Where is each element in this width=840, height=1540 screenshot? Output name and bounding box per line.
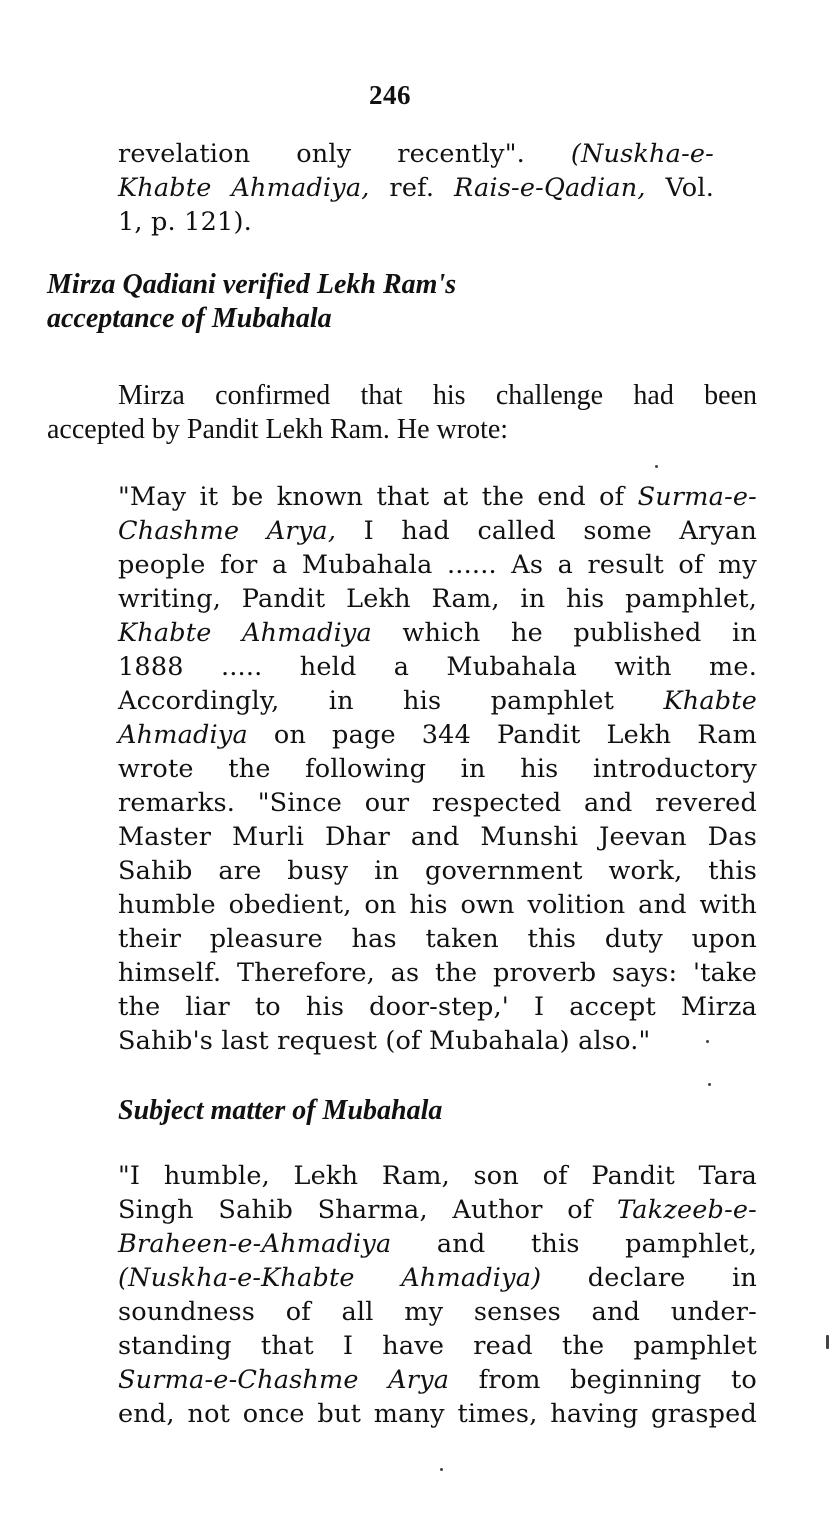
heading-line: acceptance of Mubahala <box>47 303 332 334</box>
confirm-paragraph <box>47 379 757 447</box>
italic-span: Braheen-e-Ahmadiya <box>118 1229 392 1259</box>
italic-span: Khabte <box>663 686 757 716</box>
scan-speck <box>826 1335 829 1349</box>
text-line: the liar to his door-step,' I accept Mirza <box>118 992 757 1022</box>
heading-line: Subject matter of Mubahala <box>118 1095 443 1126</box>
section-heading-subject <box>118 1094 718 1128</box>
text-line: writing, Pandit Lekh Ram, in his pamphlet, <box>118 584 757 614</box>
text-line: humble obedient, on his own volition and with <box>118 890 757 920</box>
heading-line: Mirza Qadiani verified Lekh Ram's <box>47 269 457 300</box>
quote-paragraph <box>118 480 757 1058</box>
text-span: ref. <box>369 173 454 203</box>
page-number: 246 <box>369 80 411 110</box>
scan-speck <box>440 1468 443 1471</box>
text-line: Master Murli Dhar and Munshi Jeevan Das <box>118 822 757 852</box>
text-span: on page 344 Pandit Lekh Ram <box>247 720 757 750</box>
text-line <box>118 718 757 752</box>
text-line <box>118 171 714 205</box>
text-line: end, not once but many times, having grasped <box>118 1399 757 1429</box>
italic-span: Khabte Ahmadiya <box>118 618 372 648</box>
text-span: Singh Sahib Sharma, Author of <box>118 1195 618 1225</box>
italic-span: Chashme Arya, <box>118 516 337 546</box>
scan-speck <box>708 1083 711 1086</box>
text-line: standing that I have read the pamphlet <box>118 1331 757 1361</box>
text-line: "I humble, Lekh Ram, son of Pandit Tara <box>118 1161 757 1191</box>
text-span: I had called some Aryan <box>336 516 757 546</box>
italic-span: (Nuskha-e- <box>570 139 714 169</box>
text-line: wrote the following in his introductory <box>118 754 757 784</box>
text-line <box>118 137 714 171</box>
italic-span: Takzeeb-e- <box>617 1195 757 1225</box>
text-span: from beginning to <box>449 1365 757 1395</box>
text-line <box>118 514 757 548</box>
text-line <box>118 1227 757 1261</box>
italic-span: Rais-e-Qadian, <box>454 173 646 203</box>
section-heading-verified <box>47 268 647 336</box>
italic-span: (Nuskha-e-Khabte Ahmadiya) <box>118 1263 542 1293</box>
text-line: himself. Therefore, as the proverb says: 'take <box>118 958 757 988</box>
text-span: and this pamphlet, <box>391 1229 757 1259</box>
continuation-paragraph <box>118 137 714 239</box>
text-line: 1888 ..... held a Mubahala with me. <box>118 652 757 682</box>
text-line: people for a Mubahala ...... As a result of my <box>118 550 757 580</box>
italic-span: Khabte Ahmadiya, <box>118 173 370 203</box>
text-line <box>118 1261 757 1295</box>
text-line: remarks. "Since our respected and revered <box>118 788 757 818</box>
italic-span: Surma-e-Chashme Arya <box>118 1365 450 1395</box>
text-line: accepted by Pandit Lekh Ram. He wrote: <box>47 414 509 445</box>
scan-speck <box>706 1040 709 1043</box>
scan-speck <box>655 465 658 468</box>
italic-span: Surma-e- <box>637 482 757 512</box>
text-line: Mirza confirmed that his challenge had been <box>118 380 757 411</box>
text-span: Vol. <box>645 173 715 203</box>
italic-span: Ahmadiya <box>118 720 248 750</box>
text-line <box>118 616 757 650</box>
text-line <box>118 684 757 718</box>
text-span: Accordingly, in his pamphlet <box>118 686 664 716</box>
text-line <box>118 1193 757 1227</box>
text-span: declare in <box>541 1263 758 1293</box>
text-line <box>118 480 757 514</box>
text-line: 1, p. 121). <box>118 207 252 237</box>
text-line: Sahib are busy in government work, this <box>118 856 757 886</box>
text-span: which he published in <box>371 618 757 648</box>
text-line: soundness of all my senses and under- <box>118 1297 757 1327</box>
text-span: revelation only recently". <box>118 139 525 169</box>
text-line <box>118 1363 757 1397</box>
lekh-ram-paragraph <box>118 1159 757 1431</box>
text-line: Sahib's last request (of Mubahala) also." <box>118 1026 651 1056</box>
text-span: "May it be known that at the end of <box>118 482 638 512</box>
text-line: their pleasure has taken this duty upon <box>118 924 757 954</box>
